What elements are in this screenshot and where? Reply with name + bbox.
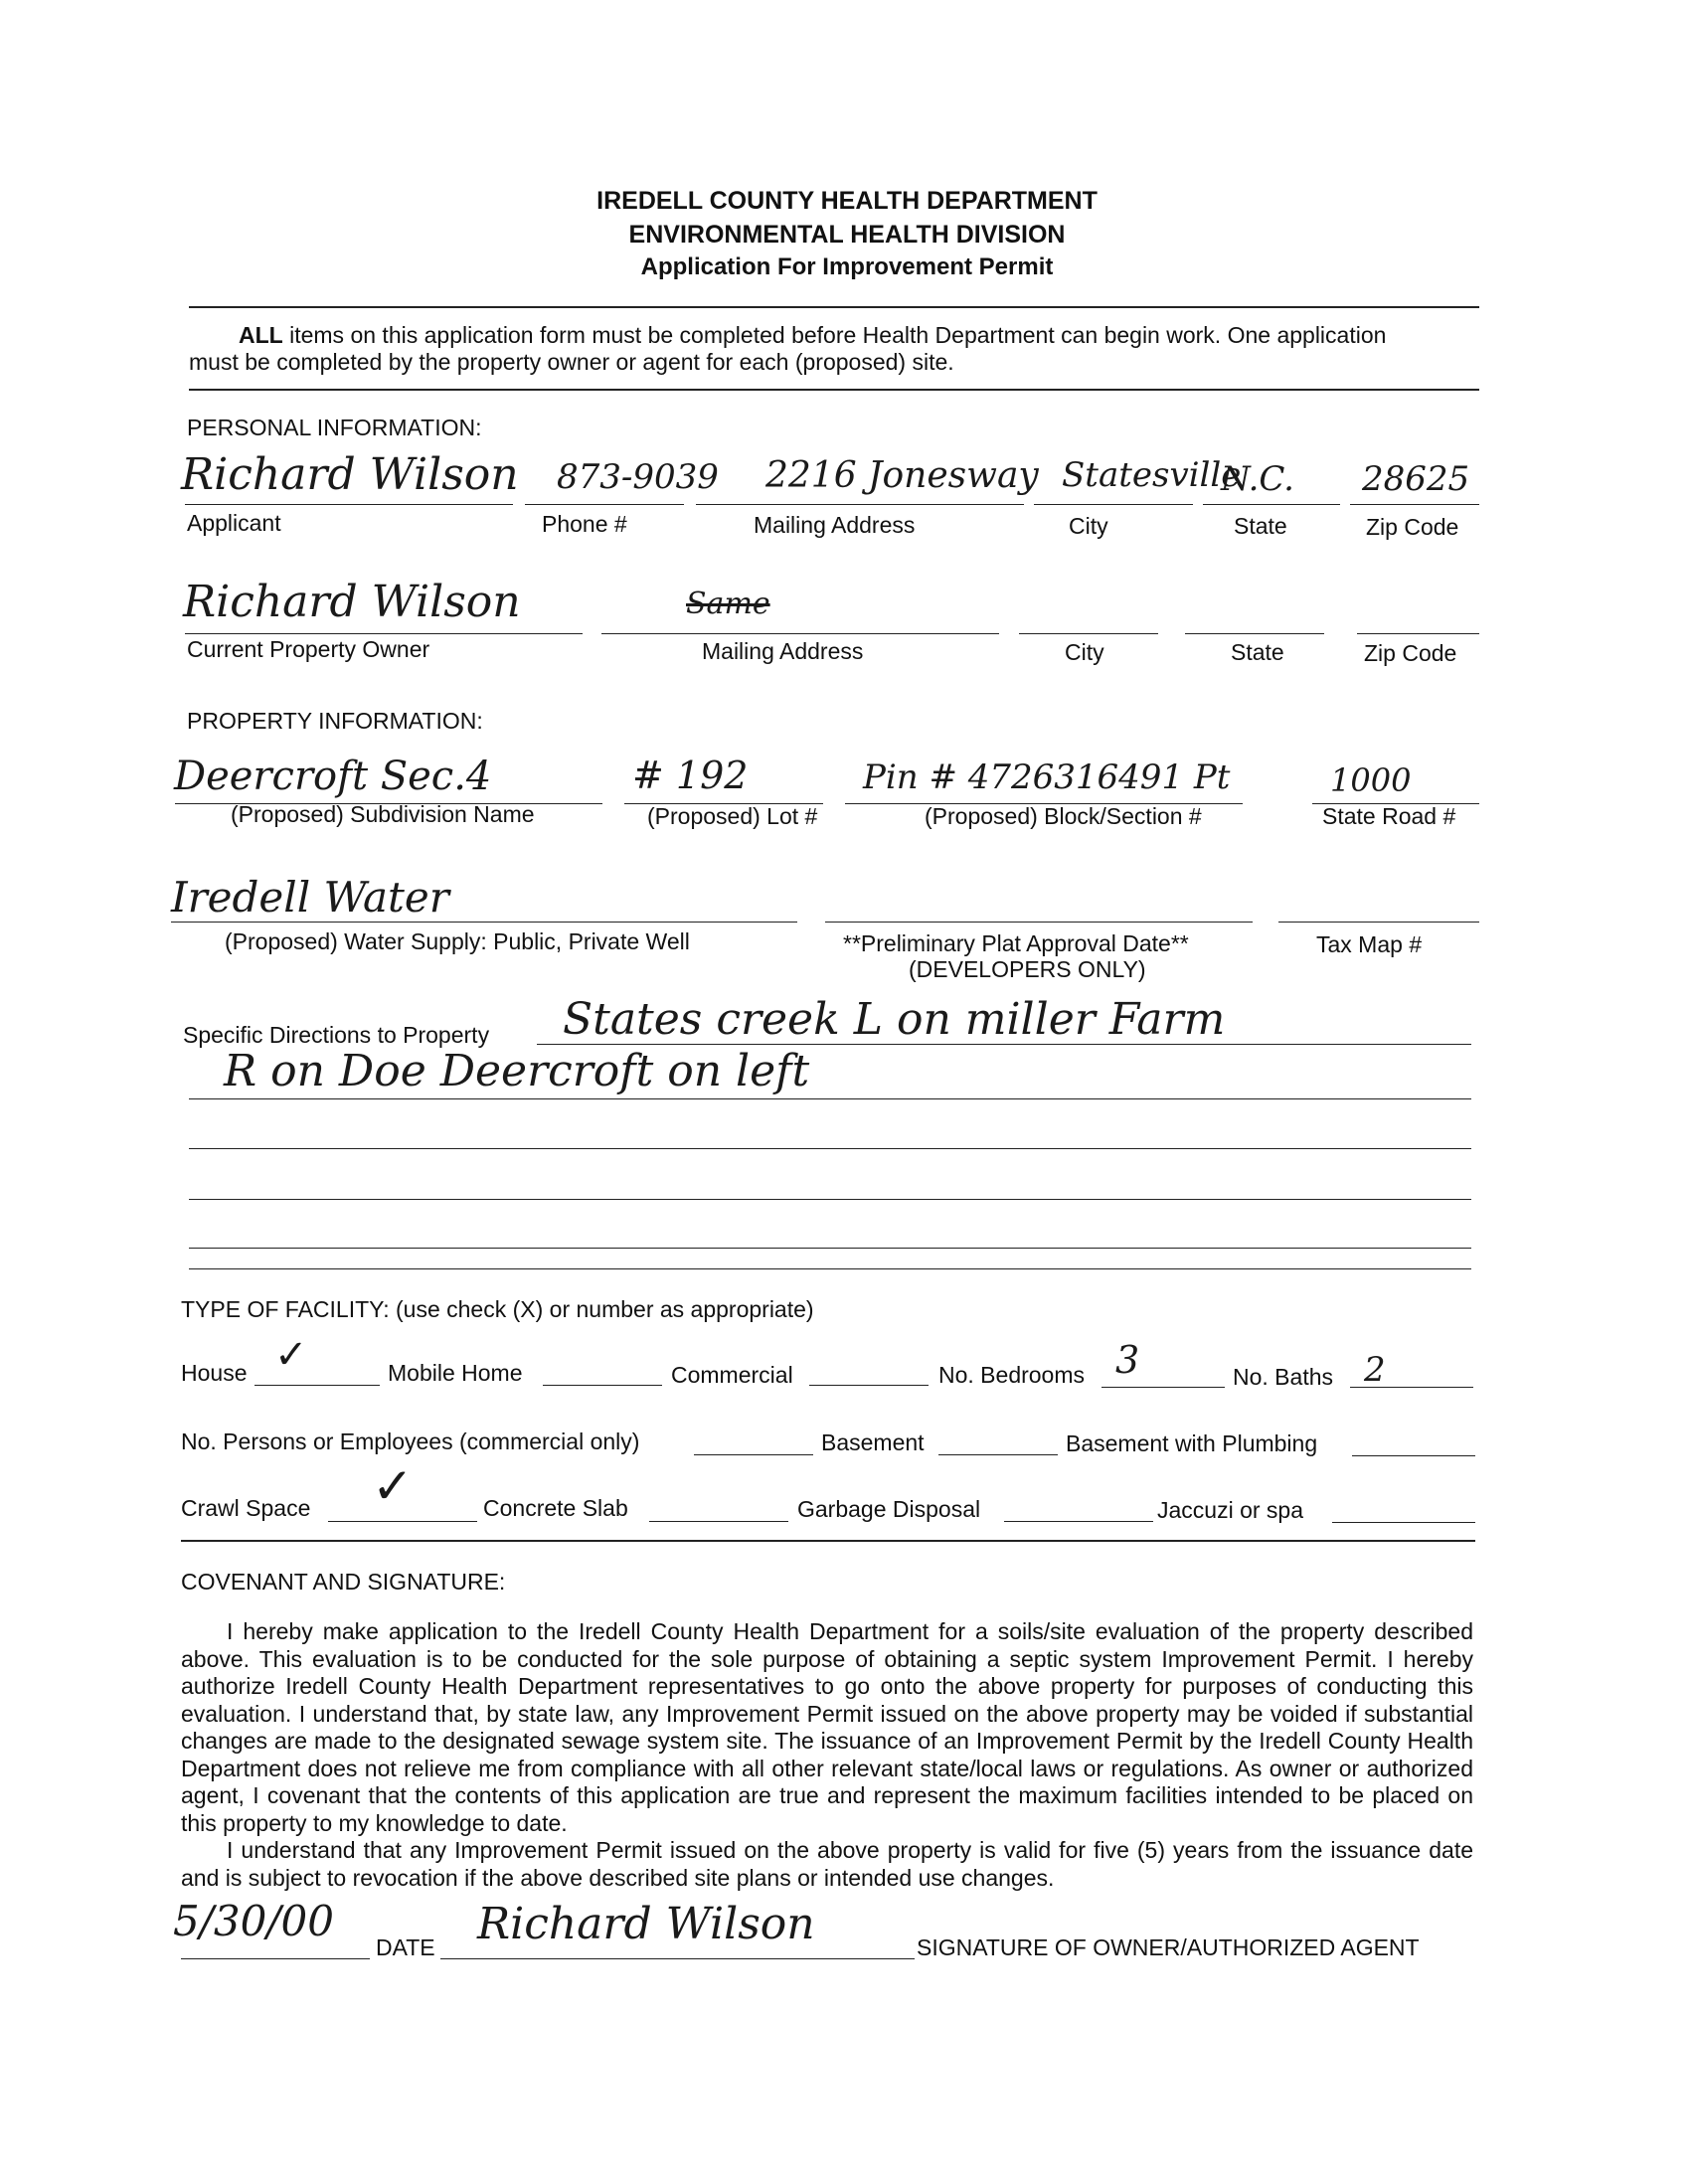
jaccuzi-label: Jaccuzi or spa [1157, 1497, 1304, 1523]
lot-label: (Proposed) Lot # [647, 803, 818, 829]
persons-label: No. Persons or Employees (commercial only) [181, 1428, 640, 1454]
owner-state-label: State [1231, 639, 1284, 665]
subdivision-label: (Proposed) Subdivision Name [231, 801, 535, 827]
directions-line-6 [189, 1268, 1471, 1269]
property-heading: PROPERTY INFORMATION: [187, 708, 483, 734]
intro-bold: ALL [239, 322, 283, 348]
signature-line [440, 1958, 915, 1959]
house-line [254, 1385, 380, 1386]
commercial-label: Commercial [671, 1362, 793, 1388]
house-check[interactable]: ✓ [274, 1332, 308, 1378]
garbage-disposal-line [1004, 1521, 1153, 1522]
header-line-2: ENVIRONMENTAL HEALTH DIVISION [628, 221, 1066, 249]
basement-label: Basement [821, 1429, 925, 1455]
applicant-phone-line [525, 504, 684, 505]
directions-label: Specific Directions to Property [183, 1022, 490, 1048]
date-line [181, 1958, 370, 1959]
concrete-slab-label: Concrete Slab [483, 1495, 628, 1521]
owner-mailing-label: Mailing Address [702, 638, 864, 664]
phone-label: Phone # [542, 511, 627, 537]
directions-line-2 [189, 1098, 1471, 1099]
owner-city-line [1019, 633, 1158, 634]
facility-heading: TYPE OF FACILITY: (use check (X) or number as appropriate) [181, 1296, 814, 1322]
directions-line-5 [189, 1248, 1471, 1249]
applicant-mailing-line [696, 504, 1024, 505]
state-label: State [1234, 513, 1287, 539]
directions-line-2-value[interactable]: R on Doe Deercroft on left [224, 1046, 810, 1096]
plat-date-sublabel: (DEVELOPERS ONLY) [909, 956, 1146, 982]
road-label: State Road # [1322, 803, 1456, 829]
applicant-zip-line [1350, 504, 1479, 505]
subdivision-value[interactable]: Deercroft Sec.4 [174, 754, 492, 799]
tax-map-line [1278, 922, 1479, 923]
basement-line [938, 1454, 1058, 1455]
covenant-text [181, 1618, 1473, 1892]
garbage-disposal-label: Garbage Disposal [797, 1496, 981, 1522]
owner-name-value[interactable]: Richard Wilson [183, 577, 521, 627]
applicant-label: Applicant [187, 510, 281, 536]
block-label: (Proposed) Block/Section # [925, 803, 1202, 829]
baths-label: No. Baths [1233, 1364, 1333, 1390]
intro-text-2: must be completed by the property owner or agent for each (proposed) site. [189, 349, 954, 375]
applicant-mailing-value[interactable]: 2216 Jonesway [765, 455, 1039, 496]
header-line-3: Application For Improvement Permit [640, 253, 1054, 280]
block-value[interactable]: Pin # 4726316491 Pt [863, 757, 1231, 797]
applicant-state-value[interactable]: N.C. [1221, 459, 1294, 499]
directions-line-1-value[interactable]: States creek L on miller Farm [563, 994, 1226, 1045]
plat-date-line [825, 922, 1253, 923]
owner-zip-label: Zip Code [1364, 640, 1457, 666]
mailing-address-label: Mailing Address [754, 512, 916, 538]
owner-label: Current Property Owner [187, 636, 430, 662]
bedrooms-line [1101, 1387, 1225, 1388]
crawl-space-label: Crawl Space [181, 1495, 311, 1521]
date-label: DATE [376, 1934, 435, 1960]
intro-text [189, 322, 1481, 376]
baths-line [1350, 1387, 1473, 1388]
mobile-home-label: Mobile Home [388, 1360, 523, 1386]
house-label: House [181, 1360, 248, 1386]
city-label: City [1069, 513, 1108, 539]
intro-text-1: items on this application form must be completed before Health Department can begin work. One application [282, 322, 1387, 348]
zip-label: Zip Code [1366, 514, 1459, 540]
signature-label: SIGNATURE OF OWNER/AUTHORIZED AGENT [917, 1934, 1420, 1960]
applicant-city-value[interactable]: Statesville [1062, 455, 1242, 495]
bedrooms-label: No. Bedrooms [938, 1362, 1086, 1388]
road-value[interactable]: 1000 [1330, 761, 1412, 799]
owner-name-line [185, 633, 583, 634]
water-supply-line [171, 922, 797, 923]
persons-line [694, 1454, 813, 1455]
crawl-space-line [328, 1521, 477, 1522]
basement-plumbing-line [1352, 1455, 1475, 1456]
covenant-heading: COVENANT AND SIGNATURE: [181, 1569, 506, 1595]
crawl-space-check[interactable]: ✓ [372, 1457, 414, 1515]
divider [189, 389, 1479, 391]
bedrooms-value[interactable]: 3 [1115, 1338, 1140, 1382]
concrete-slab-line [649, 1521, 788, 1522]
mobile-home-line [543, 1385, 662, 1386]
basement-plumbing-label: Basement with Plumbing [1066, 1430, 1318, 1456]
applicant-state-line [1203, 504, 1340, 505]
applicant-phone-value[interactable]: 873-9039 [557, 457, 719, 497]
owner-mailing-line [601, 633, 999, 634]
directions-line-1 [537, 1044, 1471, 1045]
owner-state-line [1185, 633, 1324, 634]
owner-mailing-value[interactable]: Same [686, 587, 770, 621]
applicant-city-line [1034, 504, 1193, 505]
owner-city-label: City [1065, 639, 1104, 665]
tax-map-label: Tax Map # [1316, 931, 1423, 957]
divider [189, 306, 1479, 308]
directions-line-4 [189, 1199, 1471, 1200]
signature-value[interactable]: Richard Wilson [477, 1899, 815, 1949]
commercial-line [809, 1385, 929, 1386]
header-line-1: IREDELL COUNTY HEALTH DEPARTMENT [596, 187, 1098, 215]
lot-value[interactable]: # 192 [632, 754, 749, 797]
date-value[interactable]: 5/30/00 [173, 1897, 334, 1945]
owner-zip-line [1357, 633, 1479, 634]
plat-date-label: **Preliminary Plat Approval Date** [843, 930, 1189, 956]
covenant-paragraph-2: I understand that any Improvement Permit issued on the above property is valid for five (5) years from the issuance date and is subject to revocation if the above described site plans or intended use changes. [181, 1837, 1473, 1891]
water-supply-label: (Proposed) Water Supply: Public, Private Well [225, 928, 690, 954]
covenant-paragraph-1: I hereby make application to the Iredell County Health Department for a soils/site evaluation of the property described above. This evaluation is to be conducted for the sole purpose of obtaining a septic system Improvement Permit. I hereby authorize Iredell County Health Department representatives to go onto the above property for purposes of conducting this evaluation. I understand that, by state law, any Improvement Permit issued on the above property may be voided if substantial changes are made to the designated sewage system site. The issuance of an Improvement Permit by the Iredell County Health Department does not relieve me from compliance with all other relevant state/local laws or regulations. As owner or authorized agent, I covenant that the contents of this application are true and represent the maximum facilities intended to be placed on this property to my knowledge to date. [181, 1618, 1473, 1836]
baths-value[interactable]: 2 [1364, 1350, 1386, 1390]
directions-line-3 [189, 1148, 1471, 1149]
divider [181, 1540, 1475, 1542]
jaccuzi-line [1332, 1522, 1475, 1523]
water-supply-value[interactable]: Iredell Water [171, 873, 449, 922]
applicant-name-line [185, 504, 513, 505]
applicant-zip-value[interactable]: 28625 [1362, 459, 1470, 499]
personal-heading: PERSONAL INFORMATION: [187, 415, 482, 440]
applicant-name-value[interactable]: Richard Wilson [181, 449, 519, 500]
